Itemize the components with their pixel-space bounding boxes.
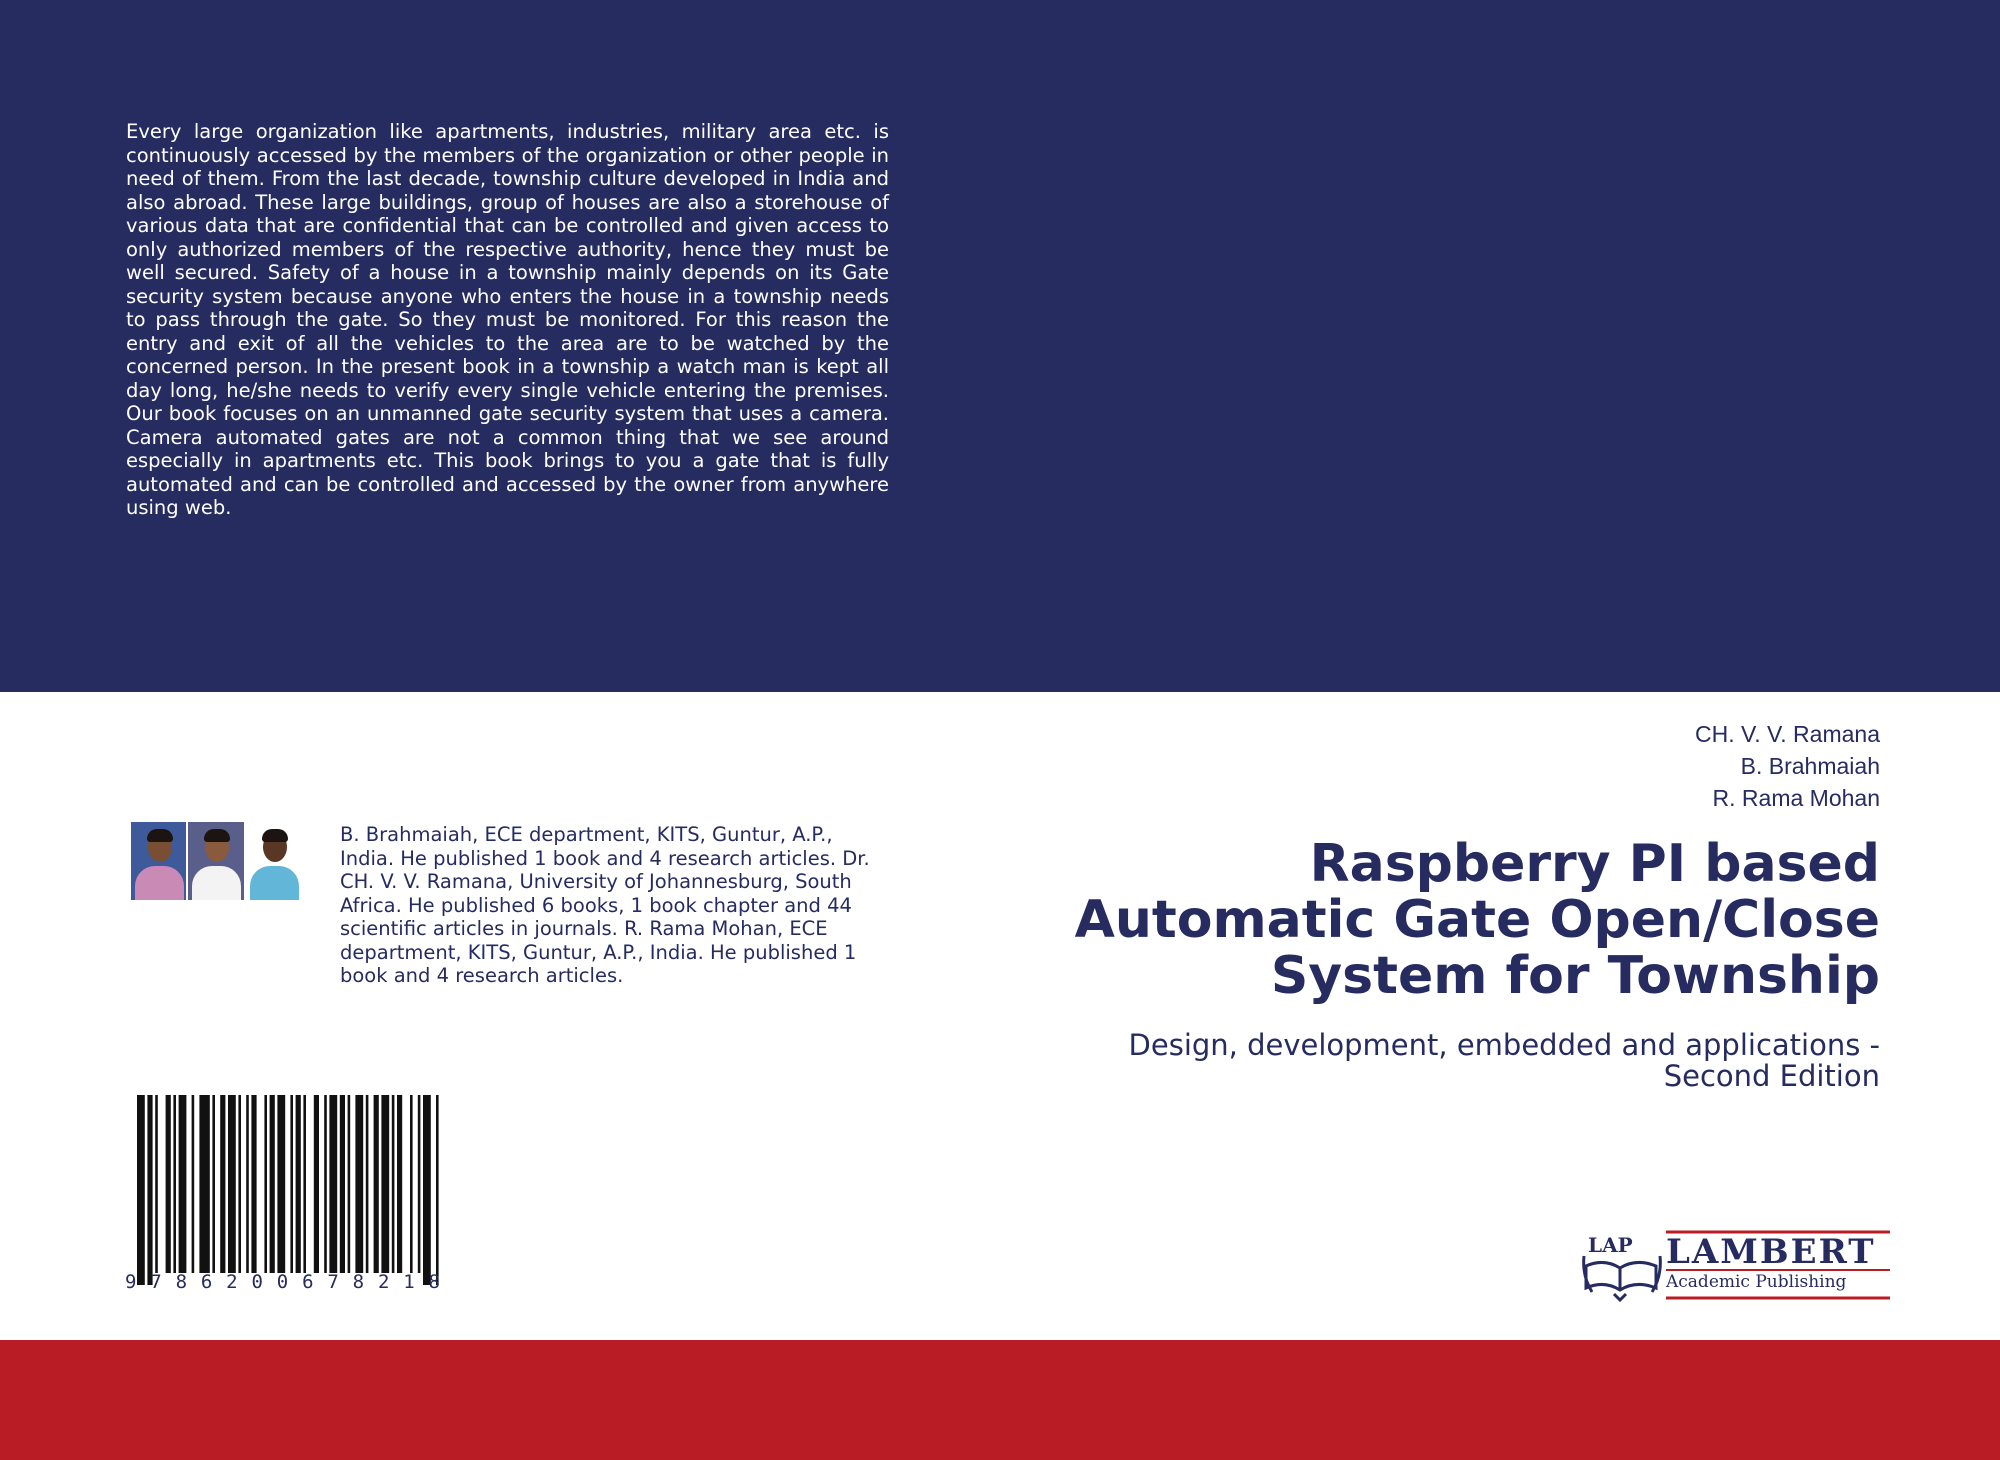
open-book-icon <box>1580 1230 1664 1302</box>
author-photo-1 <box>131 822 186 900</box>
barcode-bar <box>410 1095 413 1273</box>
book-subtitle <box>980 1030 1880 1092</box>
barcode-bar <box>340 1095 345 1273</box>
barcode-bar <box>329 1095 337 1273</box>
author-photo-2 <box>188 822 243 900</box>
barcode-bar <box>220 1095 225 1273</box>
barcode-bar <box>418 1095 421 1273</box>
barcode-bar <box>238 1095 241 1273</box>
barcode-bar <box>155 1095 158 1273</box>
barcode-bar <box>423 1095 431 1285</box>
barcode-bar <box>251 1095 256 1273</box>
barcode-bar <box>324 1095 327 1273</box>
book-title <box>980 836 1880 1004</box>
author-name: CH. V. V. Ramana <box>1695 721 1880 747</box>
subtitle-line: Design, development, embedded and applications - <box>1128 1028 1880 1062</box>
barcode-bar <box>366 1095 369 1273</box>
barcode-bar <box>228 1095 236 1273</box>
barcode-bar <box>374 1095 379 1273</box>
barcode-bar <box>192 1095 195 1273</box>
publisher-name: LAMBERT <box>1666 1232 1876 1272</box>
title-line: Raspberry PI based <box>1309 834 1880 894</box>
barcode-bar <box>381 1095 389 1273</box>
author-name: B. Brahmaiah <box>1740 753 1880 779</box>
publisher-subtitle: Academic Publishing <box>1666 1272 1847 1292</box>
barcode-bar <box>303 1095 306 1273</box>
barcode-bar <box>166 1095 171 1273</box>
author-photos <box>131 822 301 900</box>
author-bio: B. Brahmaiah, ECE department, KITS, Guntur, A.P., India. He published 1 book and 4 research articles. Dr. CH. V. V. Ramana, University of Johannesburg, South Africa. He published 6 books, 1 book chapter and 44 scientific articles in journals. R. Rama Mohan, ECE department, KITS, Guntur, A.P., India. He published 1 book and 4 research articles. <box>340 823 870 987</box>
barcode-bar <box>397 1095 402 1273</box>
barcode-bar <box>392 1095 395 1273</box>
author-name: R. Rama Mohan <box>1712 785 1880 811</box>
lap-badge: LAP <box>1588 1233 1633 1257</box>
title-line: Automatic Gate Open/Close <box>1074 890 1880 950</box>
isbn-digits: 9 7 8 6 2 0 0 6 7 8 2 1 8 <box>125 1271 440 1293</box>
back-cover-blurb: Every large organization like apartments, industries, military area etc. is continuously accessed by the members of the organization or other people in need of them. From the last decade, township culture developed in India and also abroad. These large buildings, group of houses are also a storehouse of various data that are confidential that can be controlled and given access to only authorized members of the respective authority, hence they must be well secured. Safety of a house in a township mainly depends on its Gate security system because anyone who enters the house in a township needs to pass through the gate. So they must be monitored. For this reason the entry and exit of all the vehicles to the area are to be watched by the concerned person. In the present book in a township a watch man is kept all day long, he/she needs to verify every single vehicle entering the premises. Our book focuses on an unmanned gate security system that uses a camera. Camera automated gates are not a common thing that we see around especially in apartments etc. This book brings to you a gate that is fully automated and can be controlled and accessed by the owner from anywhere using web. <box>126 120 889 519</box>
barcode-bar <box>290 1095 293 1273</box>
barcode-bar <box>436 1095 439 1285</box>
barcode-bar <box>246 1095 249 1273</box>
barcode-bar <box>147 1095 152 1285</box>
barcode-bar <box>314 1095 319 1273</box>
barcode-bar <box>173 1095 176 1273</box>
barcode-bar <box>296 1095 301 1273</box>
barcode-bar <box>348 1095 351 1273</box>
barcode-bar <box>199 1095 209 1273</box>
barcode-bar <box>264 1095 267 1273</box>
isbn-barcode <box>125 1095 465 1295</box>
barcode-graphic <box>125 1095 465 1295</box>
barcode-bar <box>355 1095 363 1273</box>
title-line: System for Township <box>1270 946 1880 1006</box>
publisher-logo <box>1580 1230 1890 1302</box>
author-photo-3 <box>246 822 301 900</box>
barcode-bar <box>270 1095 275 1273</box>
subtitle-line: Second Edition <box>1663 1059 1880 1093</box>
barcode-bar <box>179 1095 187 1273</box>
barcode-bar <box>212 1095 215 1273</box>
barcode-bar <box>137 1095 145 1285</box>
author-list <box>1380 718 1880 814</box>
barcode-bar <box>277 1095 285 1273</box>
bottom-red-band <box>0 1340 2000 1460</box>
